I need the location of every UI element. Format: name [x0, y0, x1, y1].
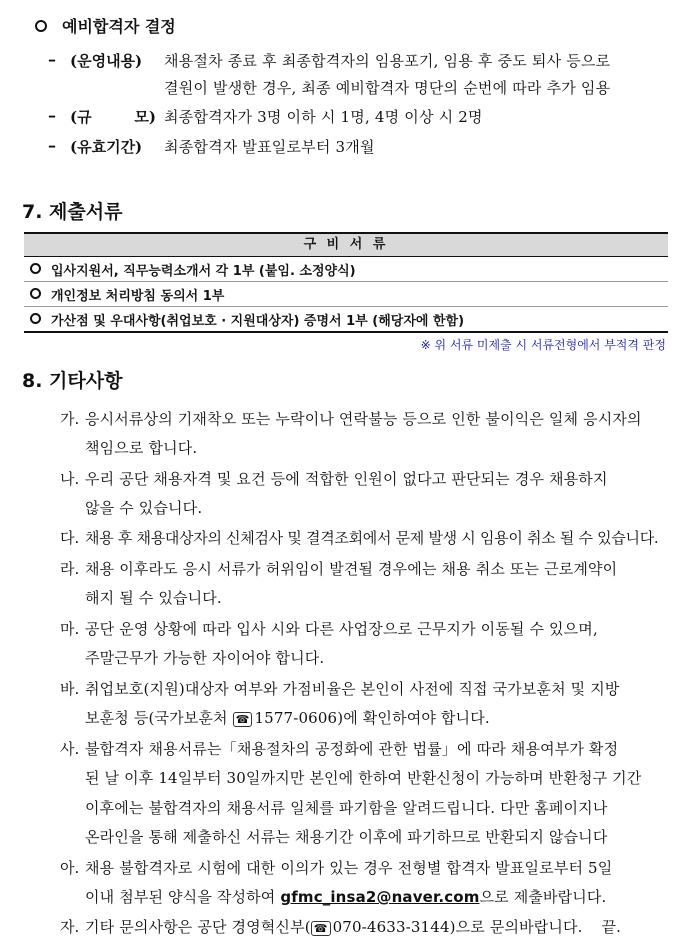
reserve-item-text: 최종합격자 발표일로부터 3개월 [164, 138, 375, 156]
list-item-text: 취업보호(지원)대상자 여부와 가점비율은 본인이 사전에 직접 국가보훈처 및 지방 [85, 680, 620, 698]
list-item-text: 채용 후 채용대상자의 신체검사 및 결격조회에서 문제 발생 시 임용이 취소 될 수 있습니다. [85, 529, 659, 547]
telephone-icon: ☎ [233, 712, 253, 727]
list-marker: 다. [60, 529, 80, 547]
list-item-text-part: 070-4633-3144)으로 문의바랍니다. [332, 918, 583, 936]
list-item-text: 않을 수 있습니다. [85, 499, 203, 517]
list-item-text: 온라인을 통해 제출하신 서류는 채용기간 이후에 파기하므로 반환되지 않습니다 [85, 828, 608, 846]
section-7-title: 7. 제출서류 [22, 201, 123, 223]
dash-marker: – [48, 136, 56, 155]
list-marker: 바. [60, 680, 80, 698]
table-row-text: 가산점 및 우대사항(취업보호 · 지원대상자) 증명서 1부 (해당자에 한함) [51, 314, 465, 329]
list-item-text: 주말근무가 가능한 자이어야 합니다. [85, 649, 325, 667]
list-item-text: 채용 이후라도 응시 서류가 허위임이 발견될 경우에는 채용 취소 또는 근로계약이 [85, 560, 618, 578]
list-item-text-part: 보훈청 등(국가보훈처 [85, 709, 233, 727]
list-item-text-part: 으로 제출바랍니다. [479, 888, 607, 906]
list-marker: 자. [60, 918, 80, 936]
list-item-text: 우리 공단 채용자격 및 요건 등에 적합한 인원이 없다고 판단되는 경우 채용하지 [85, 470, 608, 488]
list-item-text: 책임으로 합니다. [85, 439, 198, 457]
table-row-text: 입사지원서, 직무능력소개서 각 1부 (붙임. 소정양식) [51, 264, 356, 279]
list-marker: 마. [60, 620, 80, 638]
list-item-text: 불합격자 채용서류는「채용절차의 공정화에 관한 법률」에 따라 채용여부가 확정 [85, 740, 619, 758]
email-link[interactable]: gfmc_insa2@naver.com [280, 888, 480, 906]
dash-marker: – [48, 106, 56, 125]
list-marker: 가. [60, 410, 80, 428]
list-item-text [85, 886, 606, 907]
table-header-label: 구 비 서 류 [303, 237, 389, 252]
list-marker: 사. [60, 740, 80, 758]
dash-marker: – [48, 50, 56, 69]
list-item-text: 해지 될 수 있습니다. [85, 589, 222, 607]
list-item-text: 공단 운영 상황에 따라 입사 시와 다른 사업장으로 근무지가 이동될 수 있으며, [85, 620, 598, 638]
list-marker: 아. [60, 859, 80, 877]
list-item-text [85, 916, 621, 937]
list-marker: 나. [60, 470, 80, 488]
reserve-item-text: 결원이 발생한 경우, 최종 예비합격자 명단의 순번에 따라 추가 임용 [164, 79, 611, 97]
list-item-text-part: 1577-0606)에 확인하여야 합니다. [254, 709, 490, 727]
reserve-item-label: (운영내용) [70, 52, 143, 70]
list-item-text-part: 기타 문의사항은 공단 경영혁신부( [85, 918, 311, 936]
reserve-item-text: 채용절차 종료 후 최종합격자의 임용포기, 임용 후 중도 퇴사 등으로 [164, 52, 611, 70]
reserve-item-text: 최종합격자가 3명 이하 시 1명, 4명 이상 시 2명 [164, 108, 483, 126]
list-item-text [85, 707, 490, 728]
list-item-text: 응시서류상의 기재착오 또는 누락이나 연락불능 등으로 인한 불이익은 일체 응시자의 [85, 410, 642, 428]
section-8-title: 8. 기타사항 [22, 370, 123, 392]
list-item-text-part: 이내 첨부된 양식을 작성하여 [85, 888, 281, 906]
reserve-item-label: (유효기간) [70, 138, 143, 156]
circle-bullet-icon [30, 263, 41, 274]
end-mark: 끝. [601, 918, 622, 936]
circle-bullet-icon [30, 313, 41, 324]
table-row-text: 개인정보 처리방침 동의서 1부 [51, 289, 225, 304]
table-header [24, 234, 668, 257]
table-row [24, 282, 668, 307]
circle-bullet-icon [35, 20, 47, 32]
reserve-heading: 예비합격자 결정 [62, 17, 176, 36]
list-item-text: 된 날 이후 14일부터 30일까지만 본인에 한하여 반환신청이 가능하며 반환청구 기간 [85, 769, 642, 787]
list-marker: 라. [60, 560, 80, 578]
list-item-text: 채용 불합격자로 시험에 대한 이의가 있는 경우 전형별 합격자 발표일로부터 5일 [85, 859, 613, 877]
list-item-text: 이후에는 불합격자의 채용서류 일체를 파기함을 알려드립니다. 다만 홈페이지나 [85, 799, 608, 817]
telephone-icon: ☎ [311, 921, 331, 936]
table-note: ※ 위 서류 미제출 시 서류전형에서 부적격 판정 [420, 338, 666, 352]
reserve-item-label: (규 모) [70, 108, 156, 126]
table-row [24, 307, 668, 333]
table-row [24, 257, 668, 282]
circle-bullet-icon [30, 288, 41, 299]
